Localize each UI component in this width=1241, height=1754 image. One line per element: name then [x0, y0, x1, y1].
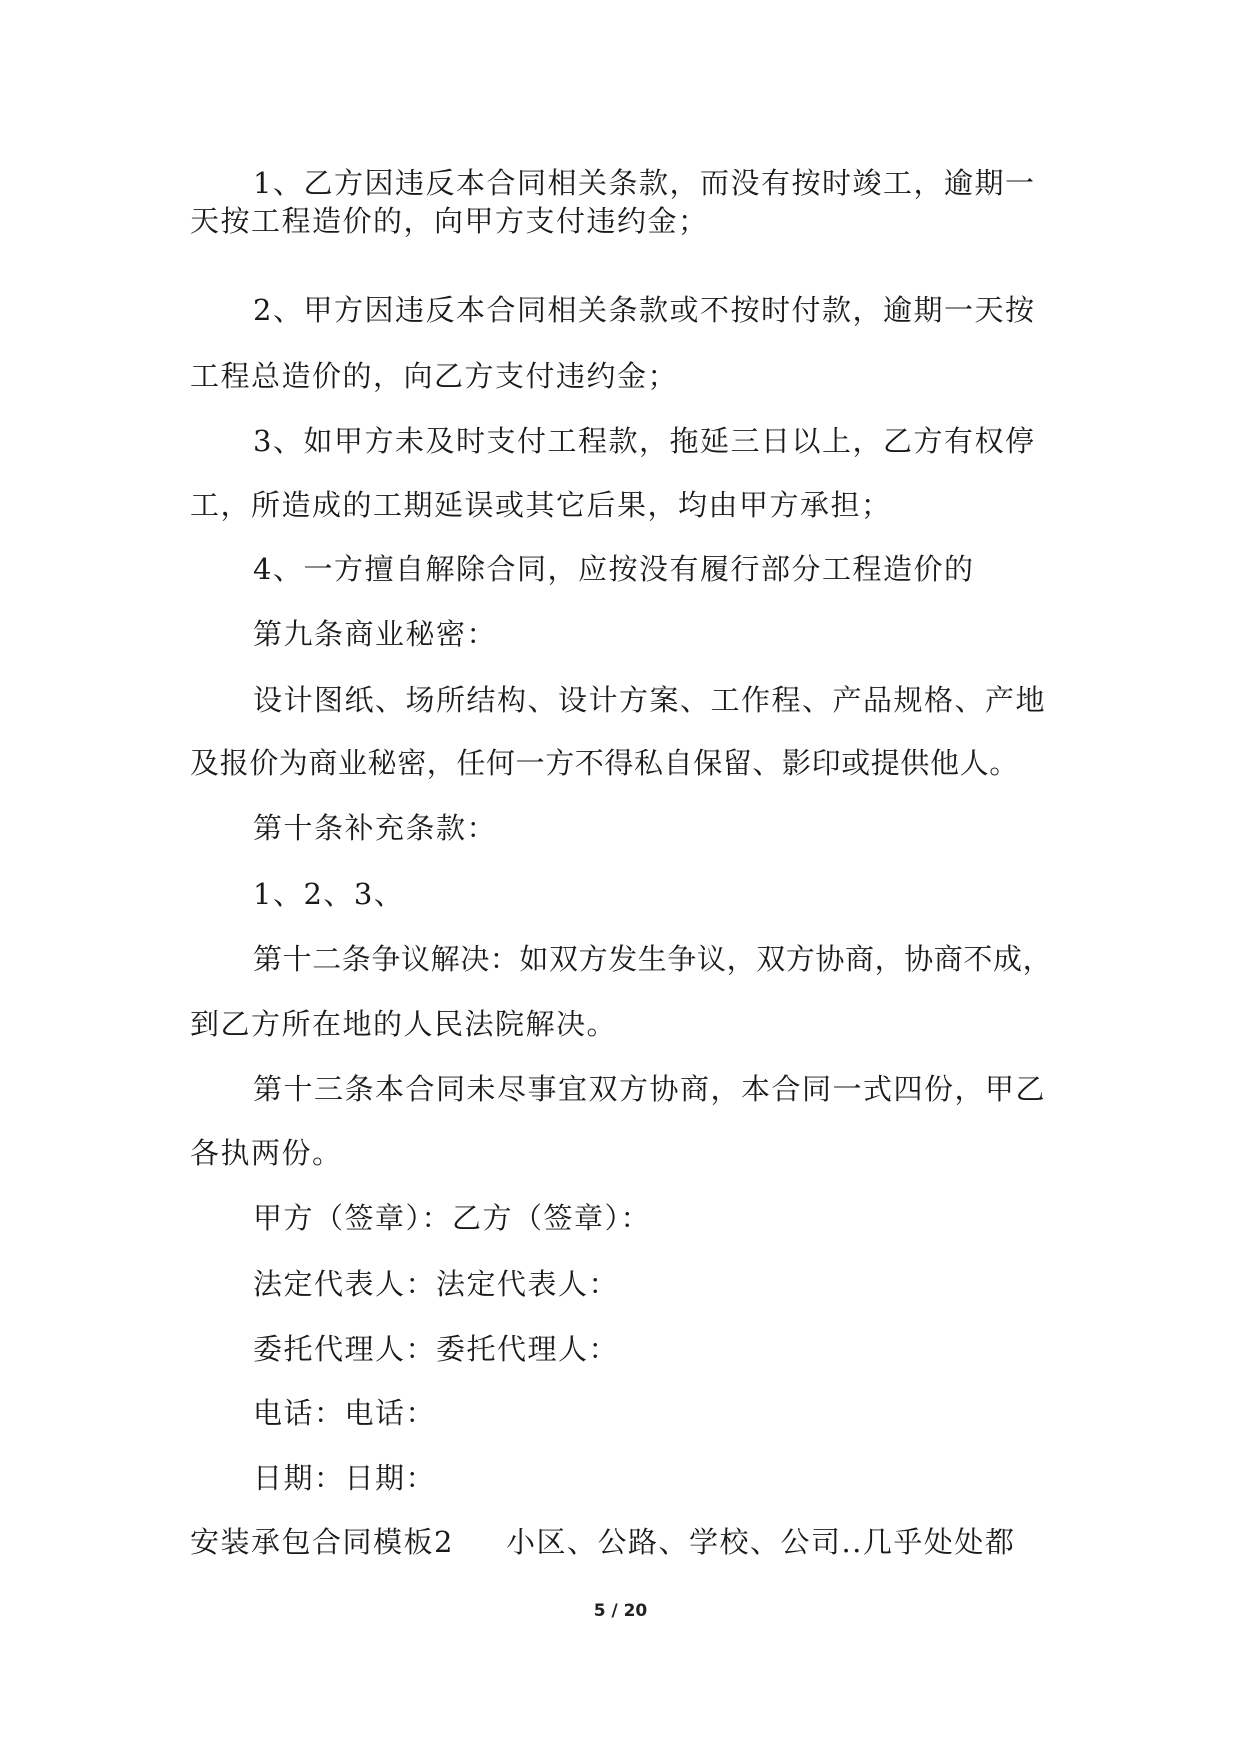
signature-line: 法定代表人：法定代表人：	[253, 1267, 620, 1301]
paragraph-line: 到乙方所在地的人民法院解决。	[190, 1007, 618, 1041]
last-line	[190, 1522, 1015, 1562]
paragraph-line: 各执两份。	[190, 1136, 343, 1170]
template-title: 安装承包合同模板2	[190, 1525, 454, 1559]
signature-line: 电话：电话：	[253, 1396, 437, 1430]
paragraph-line: 工，所造成的工期延误或其它后果，均由甲方承担；	[190, 488, 892, 522]
signature-line: 委托代理人：委托代理人：	[253, 1332, 620, 1366]
paragraph-line: 第十二条争议解决：如双方发生争议，双方协商，协商不成，	[253, 942, 1053, 976]
paragraph-line: 4、一方擅自解除合同，应按没有履行部分工程造价的	[253, 552, 975, 586]
paragraph-line: 3、如甲方未及时支付工程款，拖延三日以上，乙方有权停	[253, 424, 1036, 458]
paragraph-line: 第十三条本合同未尽事宜双方协商，本合同一式四份，甲乙	[253, 1072, 1047, 1106]
section-heading: 第九条商业秘密：	[253, 617, 498, 651]
paragraph-line: 2、甲方因违反本合同相关条款或不按时付款，逾期一天按	[253, 293, 1036, 327]
signature-line: 甲方（签章）：乙方（签章）：	[253, 1201, 652, 1235]
paragraph-line: 1、2、3、	[253, 877, 405, 911]
paragraph-line: 1、乙方因违反本合同相关条款，而没有按时竣工，逾期一	[253, 166, 1036, 200]
paragraph-line: 天按工程造价的，向甲方支付违约金；	[190, 204, 709, 238]
page-number: 5 / 20	[593, 1601, 648, 1621]
paragraph-line: 及报价为商业秘密，任何一方不得私自保留、影印或提供他人。	[190, 746, 1019, 780]
section-heading: 第十条补充条款：	[253, 811, 498, 845]
paragraph-line: 设计图纸、场所结构、设计方案、工作程、产品规格、产地	[253, 683, 1047, 717]
paragraph-line: 小区、公路、学校、公司..几乎处处都	[505, 1525, 1016, 1559]
paragraph-line: 工程总造价的，向乙方支付违约金；	[190, 359, 679, 393]
signature-line: 日期：日期：	[253, 1461, 437, 1495]
